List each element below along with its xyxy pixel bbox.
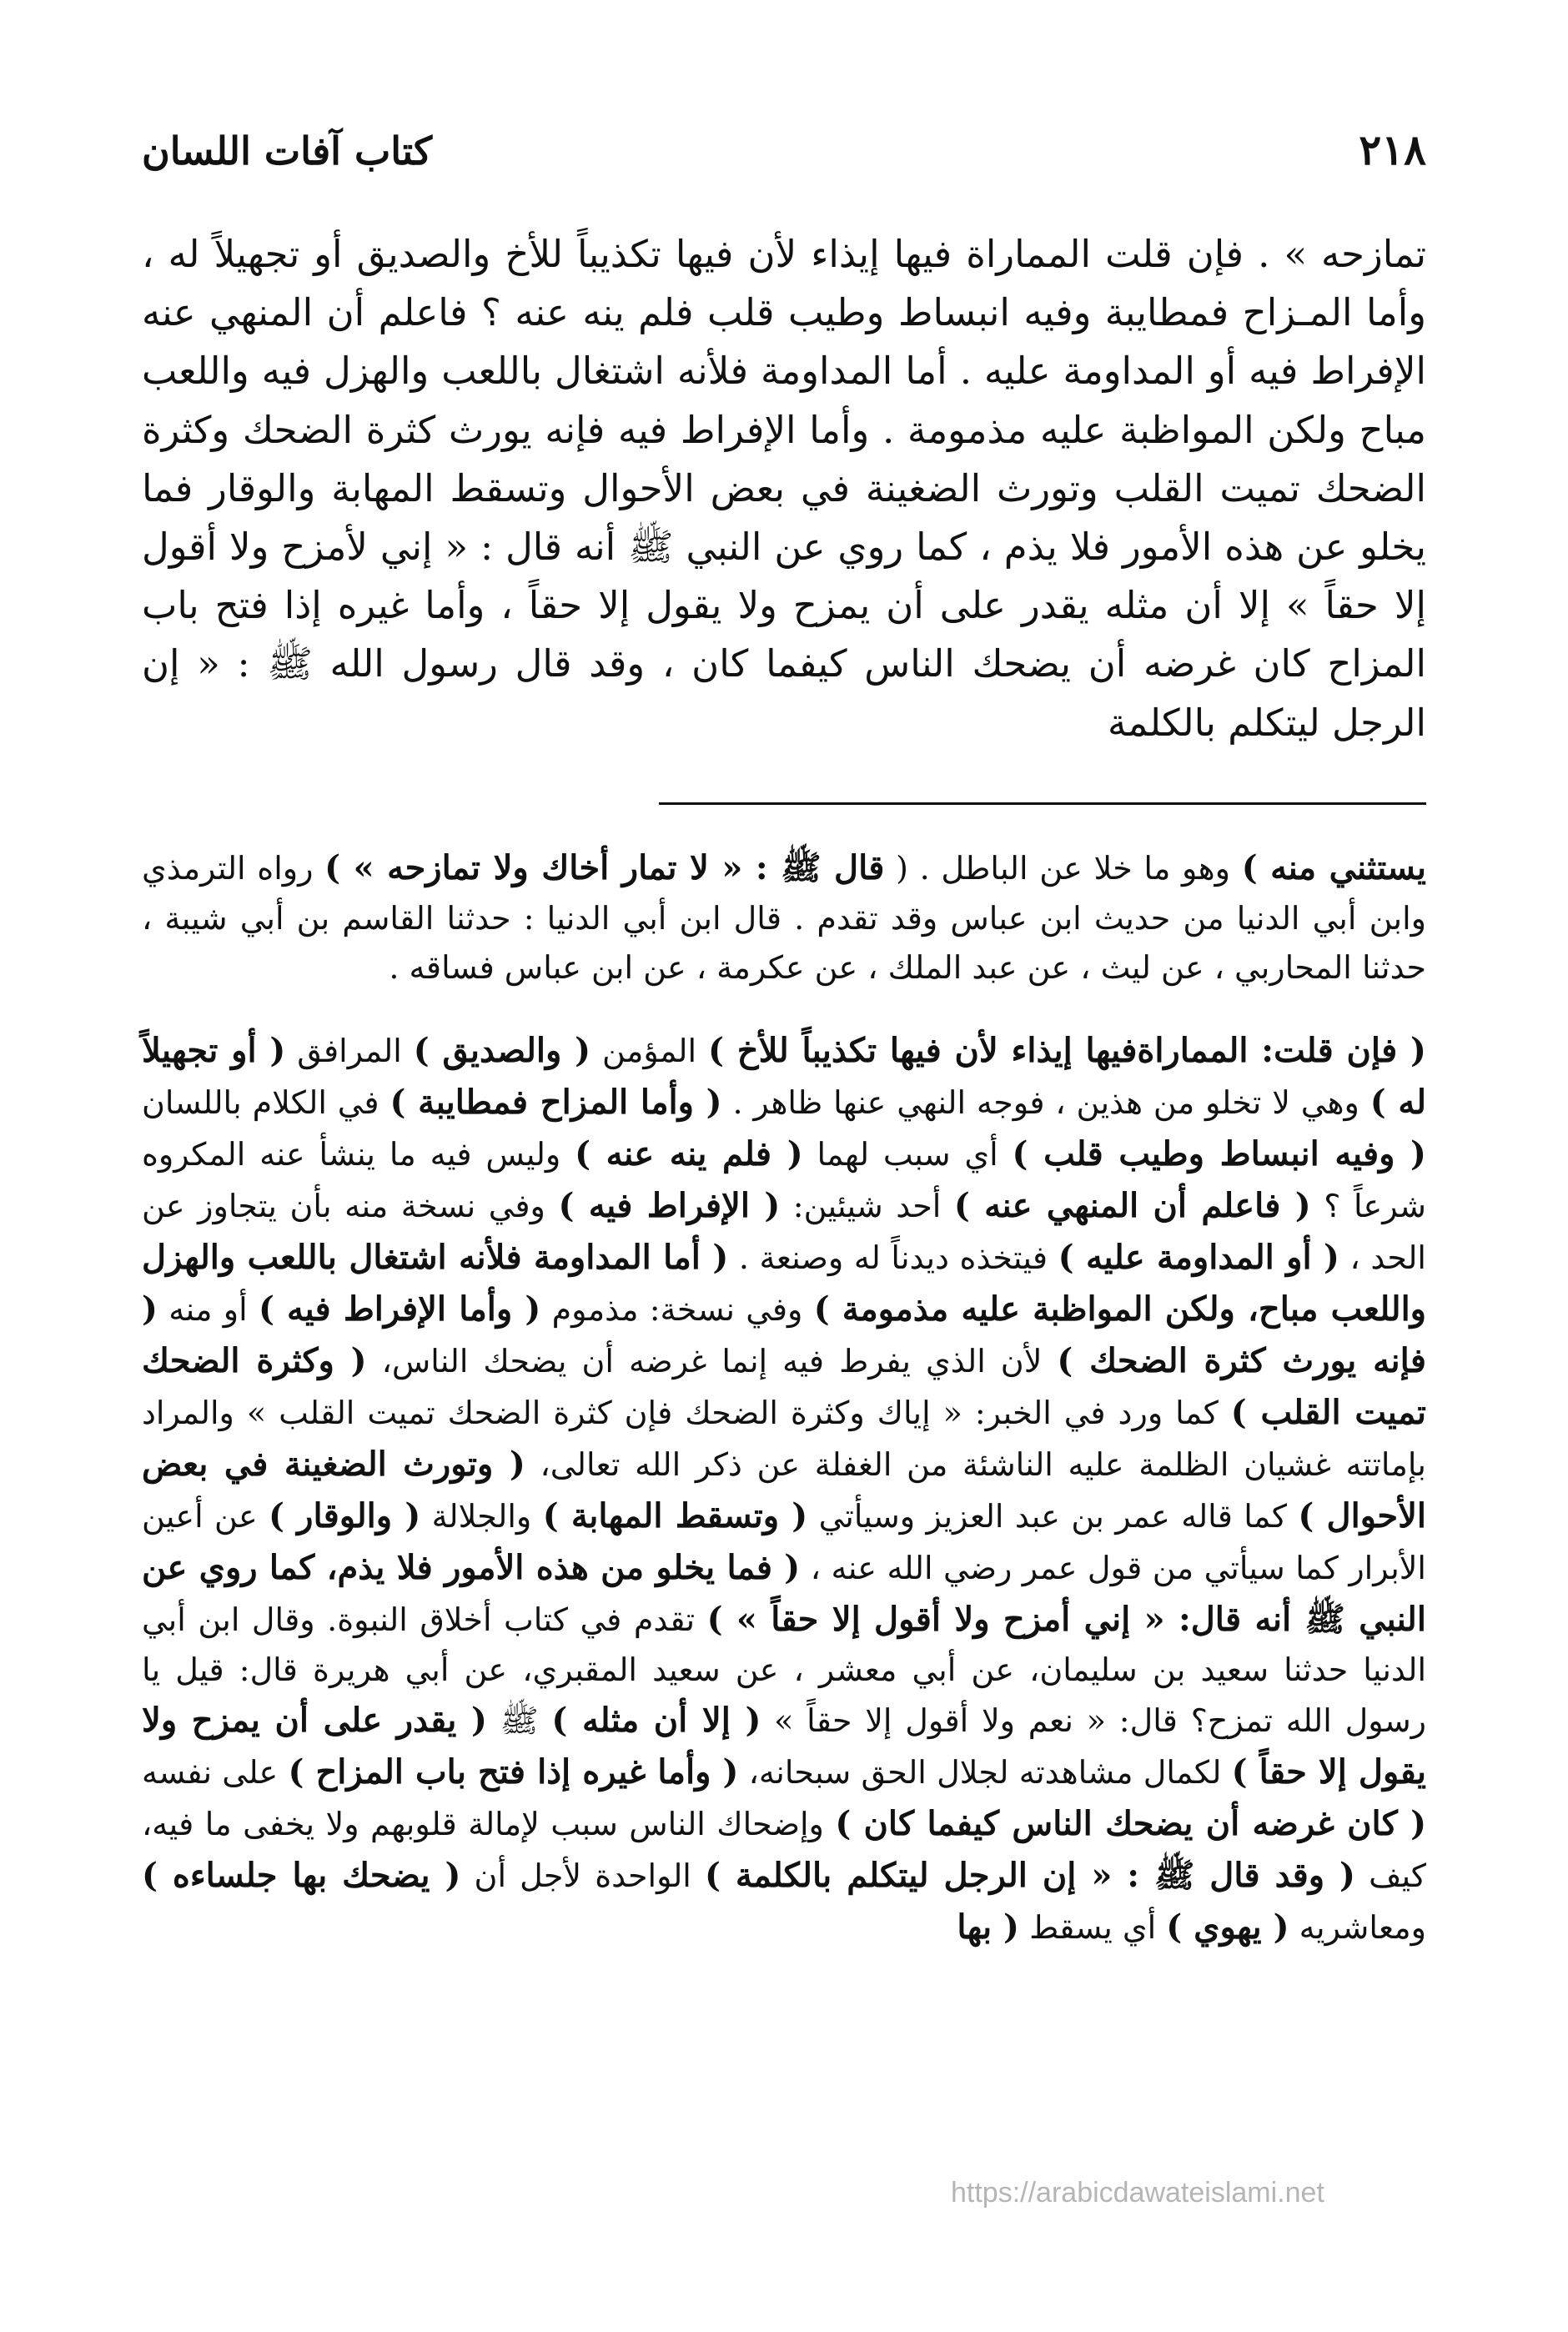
quoted-text-segment: ( وأما المزاح فمطايبة ): [389, 1083, 722, 1123]
quoted-text-segment: ( والصديق ): [413, 1031, 591, 1071]
page-header: [142, 125, 1426, 200]
commentary-text-segment: لكمال مشاهدته لجلال الحق سبحانه،: [738, 1754, 1232, 1792]
quoted-text-segment: ( يضحك بها جلساءه ): [142, 1856, 461, 1896]
commentary-text-segment: ﷺ: [486, 1702, 552, 1740]
commentary-text-segment: أي سبب لهما: [802, 1136, 1013, 1174]
footnote-divider: [659, 802, 1426, 805]
commentary-paragraph-2: [142, 1025, 1426, 1953]
commentary-text-segment: عن أعين الأبرار كما سيأتي من قول عمر رضي الله عنه ،: [142, 1498, 1426, 1587]
quoted-text-segment: ( يقدر على أن يمزح ولا يقول إلا حقاً ): [142, 1701, 1427, 1792]
quoted-text-segment: ( وكثرة الضحك تميت القلب ): [142, 1341, 1426, 1433]
commentary-text-segment: أو منه: [157, 1291, 259, 1329]
quoted-text-segment: ( أو المداومة عليه ): [1058, 1238, 1339, 1278]
commentary-text-segment: على نفسه: [142, 1754, 289, 1792]
quoted-text-segment: ( يهوي ): [1166, 1907, 1289, 1948]
commentary-text-segment: وفي نسخة منه بأن يتجاوز عن الحد ،: [142, 1188, 1426, 1277]
quoted-text-segment: ( وفيه انبساط وطيب قلب ): [1012, 1134, 1426, 1174]
commentary-text-segment: المرافق: [285, 1033, 414, 1070]
commentary-text-segment: وليس فيه ما ينشأ عنه المكروه شرعاً ؟: [142, 1136, 1426, 1225]
quoted-text-segment: ( الإفراط فيه ): [558, 1186, 781, 1226]
quoted-text-segment: ( وتورث الضغينة في بعض الأحوال ): [142, 1445, 1426, 1536]
commentary-text-segment: الواحدة لأجل أن: [460, 1857, 705, 1895]
commentary-text-segment: ومعاشريه: [1289, 1909, 1426, 1947]
commentary-text-segment: فيتخذه ديدناً له وصنعة .: [728, 1239, 1058, 1277]
quoted-text-segment: ( أما المداومة فلأنه اشتغال باللعب والهزل واللعب مباح، ولكن المواظبة عليه مذمومة ): [142, 1238, 1426, 1329]
page-number: ٢١٨: [1359, 125, 1426, 174]
quoted-text-segment: ( وأما غيره إذا فتح باب المزاح ): [288, 1752, 739, 1792]
commentary: [142, 842, 1426, 1954]
quoted-text-segment: ( والوقار ): [269, 1496, 421, 1536]
quoted-text-segment: ( بها: [957, 1907, 1019, 1948]
commentary-text-segment: المؤمن: [591, 1033, 709, 1070]
commentary-text-segment: وهي لا تخلو من هذين ، فوجه النهي عنها ظاهر .: [721, 1084, 1370, 1122]
commentary-text-segment: لأن الذي يفرط فيه إنما غرضه أن يضحك الناس،: [366, 1343, 1058, 1380]
quoted-text-segment: ( فإن قلت: المماراةفيها إيذاء لأن فيها تكذيباً للأخ ): [708, 1031, 1426, 1071]
quoted-text-segment: ( فإنه يورث كثرة الضحك ): [142, 1289, 1426, 1381]
quoted-text-segment: ( فلم ينه عنه ): [575, 1134, 803, 1174]
commentary-text-segment: كما قاله عمر بن عبد العزيز وسيأتي: [807, 1498, 1299, 1535]
main-text: تمازحه » . فإن قلت المماراة فيها إيذاء لأن فيها تكذيباً للأخ والصديق أو تجهيلاً له ، وأما المـزاح فمطايبة وفيه انبساط وطيب قلب فلم ينه عنه ؟ فاعلم أن المنهي عنه الإفراط فيه أو المداومة عليه . أما المداومة فلأنه اشتغال باللعب والهزل فيه واللعب مباح ولكن المواظبة عليه مذمومة . وأما الإفراط فيه فإنه يورث كثرة الضحك وكثرة الضحك تميت القلب وتورث الضغينة في بعض الأحوال وتسقط المهابة والوقار فما يخلو عن هذه الأمور فلا يذم ، كما روي عن النبي ﷺ أنه قال : « إني لأمزح ولا أقول إلا حقاً » إلا أن مثله يقدر على أن يمزح ولا يقول إلا حقاً ، وأما غيره إذا فتح باب المزاح كان غرضه أن يضحك الناس كيفما كان ، وقد قال رسول الله ﷺ : « إن الرجل ليتكلم بالكلمة: [142, 232, 1426, 745]
quoted-text-segment: ( فما يخلو من هذه الأمور فلا يذم، كما روي عن النبي ﷺ أنه قال: « إني أمزح ولا أقول إلا حقاً » ): [142, 1548, 1426, 1640]
commentary-text-segment: وإضحاك الناس سبب لإمالة قلوبهم ولا يخفى ما فيه، كيف: [142, 1806, 1426, 1895]
quoted-text-segment: يستثني منه ): [1241, 847, 1426, 887]
watermark-url: https://arabicdawateislami.net: [951, 2177, 1324, 2209]
commentary-text-segment: والجلالة: [420, 1498, 543, 1535]
quoted-text-segment: ( وأما الإفراط فيه ): [258, 1289, 541, 1329]
running-title: كتاب آفات اللسان: [142, 128, 433, 173]
quoted-text-segment: ( أو تجهيلاً له ): [142, 1031, 1427, 1123]
commentary-text-segment: رواه الترمذي وابن أبي الدنيا من حديث ابن عباس وقد تقدم . قال ابن أبي الدنيا : حدثنا القاسم بن أبي شيبة ، حدثنا المحاربي ، عن ليث ، عن عبد الملك ، عن عكرمة ، عن ابن عباس فساقه .: [142, 849, 1426, 986]
quoted-text-segment: ( فاعلم أن المنهي عنه ): [953, 1186, 1311, 1226]
commentary-text-segment: أي يسقط: [1018, 1909, 1167, 1947]
commentary-text-segment: في الكلام باللسان: [142, 1084, 390, 1122]
quoted-text-segment: ( وتسقط المهابة ): [542, 1496, 808, 1536]
commentary-text-segment: وهو ما خلا عن الباطل . (: [884, 849, 1242, 887]
commentary-paragraph-1: [142, 842, 1426, 993]
commentary-text-segment: كما ورد في الخبر: « إياك وكثرة الضحك فإن كثرة الضحك تميت القلب » والمراد بإماتته غشيان الظلمة عليه الناشئة من الغفلة عن ذكر الله تعالى،: [142, 1395, 1427, 1484]
quoted-text-segment: ( كان غرضه أن يضحك الناس كيفما كان ): [835, 1804, 1426, 1844]
quoted-text-segment: ( إلا أن مثله ): [551, 1701, 761, 1741]
commentary-text-segment: أحد شيئين:: [780, 1188, 954, 1225]
quoted-text-segment: ( وقد قال ﷺ : « إن الرجل ليتكلم بالكلمة ): [705, 1856, 1355, 1896]
quoted-text-segment: قال ﷺ : « لا تمار أخاك ولا تمازحه » ): [324, 847, 885, 887]
commentary-text-segment: تقدم في كتاب أخلاق النبوة. وقال ابن أبي الدنيا حدثنا سعيد بن سليمان، عن أبي معشر ، عن سعيد المقبري، عن أبي هريرة قال: قيل يا رسول الله تمزح؟ قال: « نعم ولا أقول إلا حقاً »: [142, 1601, 1427, 1740]
commentary-text-segment: وفي نسخة: مذموم: [540, 1291, 814, 1329]
